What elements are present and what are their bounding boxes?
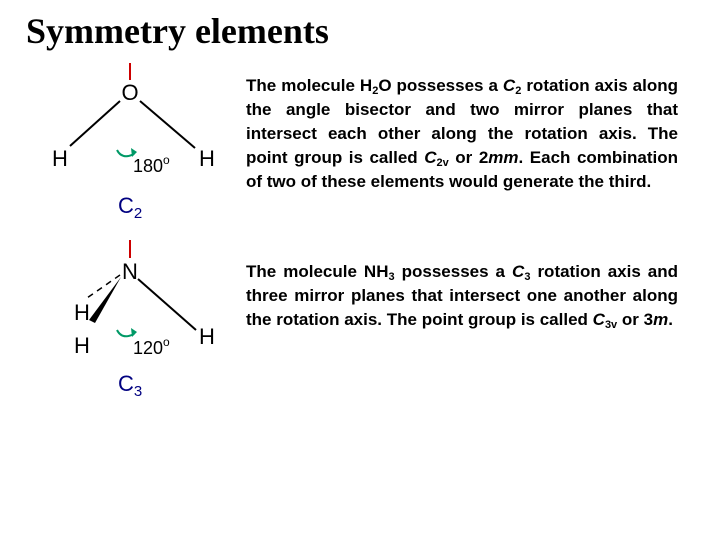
hydrogen-atom-left: H [74, 333, 90, 358]
h2o-diagram [52, 63, 215, 222]
nitrogen-atom: N [122, 259, 138, 284]
rotation-arrowhead-icon [131, 328, 137, 337]
hydrogen-atom-left: H [52, 146, 68, 171]
nh3-description: The molecule $NH_3$ possesses a $C_3$ rotation axis and three mirror planes that intersect one another along the rotation axis. The point group is called $C_{3v}$ or 3m. [246, 262, 679, 331]
nh-bond-right [138, 279, 196, 330]
hydrogen-atom-right: H [199, 146, 215, 171]
oxygen-atom: O [121, 80, 139, 105]
nh3-diagram [74, 240, 215, 400]
oh-bond-left [70, 101, 120, 146]
angle-label: 180$^o$ [133, 153, 170, 176]
page-title: Symmetry elements [26, 11, 329, 51]
hydrogen-atom-back: H [74, 300, 90, 325]
c2-axis-label: $C_2$ [118, 193, 143, 222]
c3-axis-label: $C_3$ [118, 371, 143, 400]
angle-label: 120$^o$ [133, 335, 170, 358]
nh-bond-wedge [89, 277, 121, 323]
oh-bond-right [140, 101, 195, 148]
hydrogen-atom-right: H [199, 324, 215, 349]
h2o-description: The molecule $H_2O$ possesses a $C_2$ rotation axis along the angle bisector and two mirror planes that intersect each other along the rotation axis. The point group is called $C_{2v}$ or 2mm. Each combination of two of these elements would generate the third. [246, 76, 678, 191]
